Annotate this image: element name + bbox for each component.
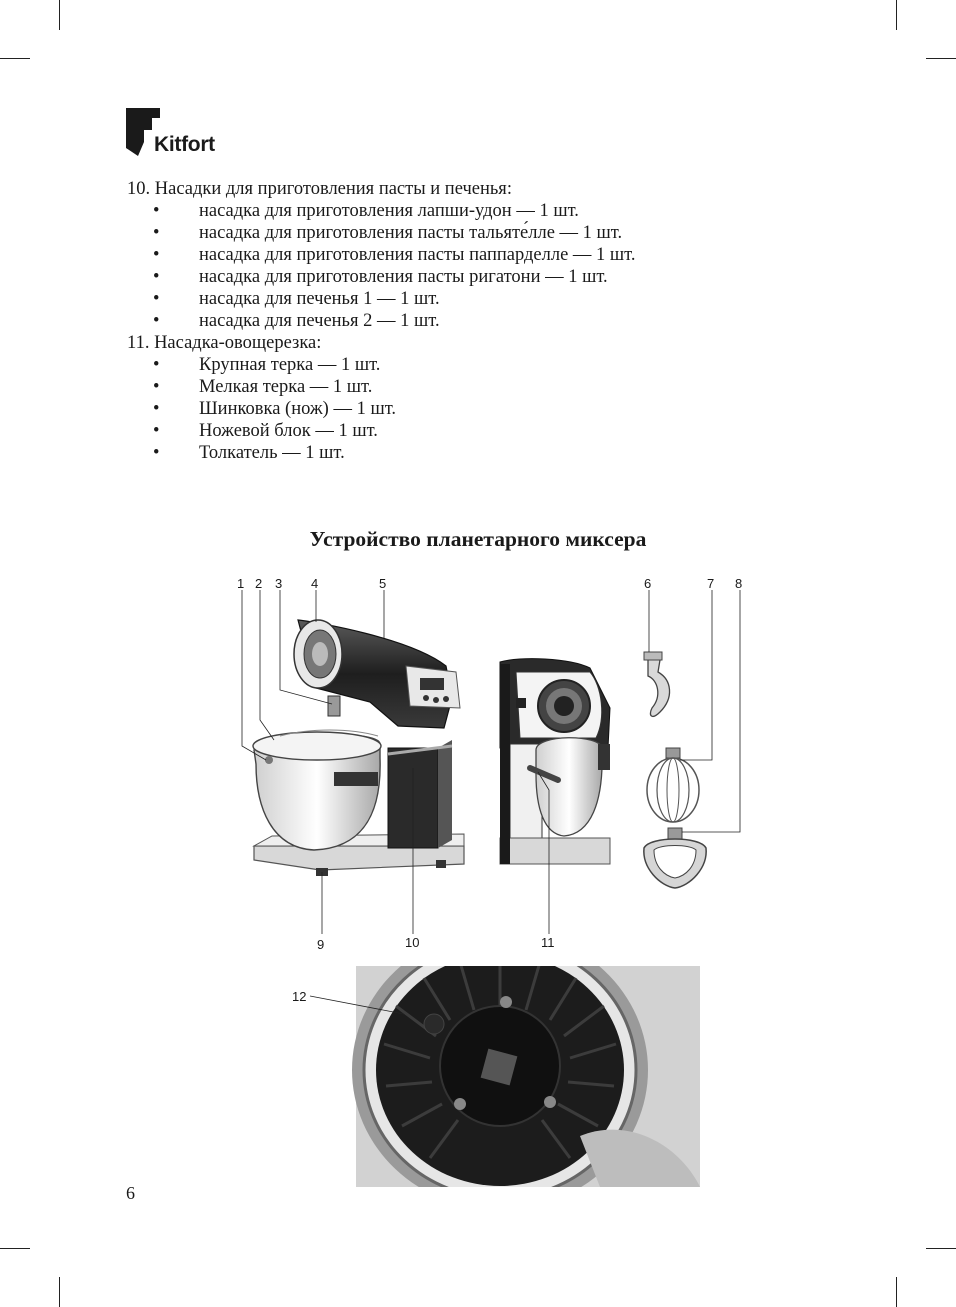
list-item: • Шинковка (нож) — 1 шт.: [153, 399, 397, 419]
mixer-front-view: [253, 620, 464, 876]
callout-8: 8: [735, 576, 743, 591]
callout-9: 9: [317, 937, 325, 952]
diagram-title: Устройство планетарного миксера: [309, 527, 647, 551]
list-item: • насадка для приготовления пасты ригатони — 1 шт.: [153, 267, 608, 287]
section-heading: 10. Насадки для приготовления пасты и печенья:: [127, 179, 512, 199]
crop-mark: [896, 0, 897, 30]
list-item: • насадка для приготовления пасты тальяте́лле — 1 шт.: [153, 223, 623, 243]
list-item: • Толкатель — 1 шт.: [153, 443, 345, 463]
flat-beater-icon: [644, 828, 706, 888]
brand-name: Kitfort: [154, 133, 215, 156]
list-item: • Крупная терка — 1 шт.: [153, 355, 381, 375]
callout-12-overlay: [288, 986, 408, 1026]
callout-5: 5: [379, 576, 387, 591]
section-heading: 11. Насадка-овощерезка:: [127, 333, 322, 353]
list-item: • насадка для печенья 2 — 1 шт.: [153, 311, 440, 331]
mixer-diagram: [220, 568, 760, 958]
callout-6: 6: [644, 576, 652, 591]
crop-mark: [0, 1248, 30, 1249]
callout-7: 7: [707, 576, 715, 591]
crop-mark: [926, 1248, 956, 1249]
callout-11: 11: [541, 935, 555, 950]
list-item: • Мелкая терка — 1 шт.: [153, 377, 373, 397]
crop-mark: [0, 58, 30, 59]
callout-2: 2: [255, 576, 263, 591]
list-item: • насадка для приготовления лапши-удон — 1 шт.: [153, 201, 579, 221]
crop-mark: [896, 1277, 897, 1307]
dough-hook-icon: [644, 652, 670, 716]
page-number: 6: [126, 1183, 135, 1203]
crop-mark: [926, 58, 956, 59]
component-list: [127, 178, 827, 464]
crop-mark: [59, 0, 60, 30]
callout-10: 10: [405, 935, 420, 950]
list-item: • насадка для печенья 1 — 1 шт.: [153, 289, 440, 309]
crop-mark: [59, 1277, 60, 1307]
callout-4: 4: [311, 576, 319, 591]
list-item: • насадка для приготовления пасты паппарделле — 1 шт.: [153, 245, 636, 265]
mixer-side-view: [500, 659, 610, 864]
callout-3: 3: [275, 576, 283, 591]
callout-12: 12: [292, 989, 307, 1004]
wire-whisk-icon: [647, 748, 699, 822]
callout-1: 1: [237, 576, 245, 591]
list-item: • Ножевой блок — 1 шт.: [153, 421, 378, 441]
